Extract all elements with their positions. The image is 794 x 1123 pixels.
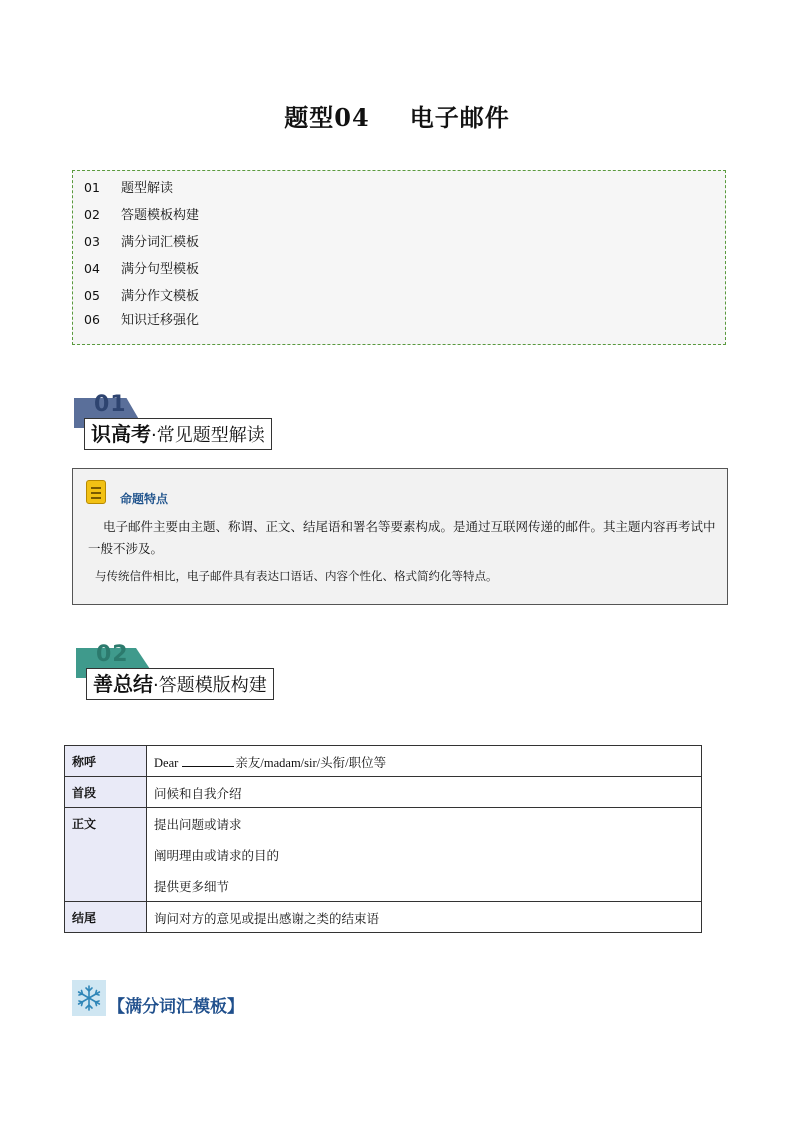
section-label: [86, 668, 274, 700]
toc-item[interactable]: [84, 310, 199, 330]
toc-label: 满分作文模板: [121, 289, 200, 304]
toc-item[interactable]: [84, 232, 199, 252]
table-row: [65, 777, 702, 808]
title-part1: 题型04: [284, 103, 370, 132]
section-label-rest: ·答题模版构建: [153, 675, 267, 696]
vocab-title: 【满分词汇模板】: [108, 997, 244, 1017]
section-number: 01: [94, 392, 127, 417]
body-item: 阐明理由或请求的目的: [154, 849, 280, 863]
toc-num: 01: [84, 180, 100, 195]
template-table: [64, 745, 702, 933]
section-label: [84, 418, 272, 450]
toc-label: 题型解读: [121, 181, 174, 196]
row-value: 问候和自我介绍: [147, 777, 702, 808]
info-paragraph: 与传统信件相比，电子邮件具有表达口语话、内容个性化、格式简约化等特点。: [95, 569, 498, 583]
snowflake-icon: [72, 980, 106, 1016]
toc-num: 02: [84, 207, 100, 222]
toc-item[interactable]: [84, 178, 173, 198]
toc-num: 05: [84, 288, 100, 303]
row-value: 询问对方的意见或提出感谢之类的结束语: [147, 902, 702, 933]
body-item: 提供更多细节: [154, 880, 230, 894]
toc-num: 04: [84, 261, 100, 276]
toc-label: 满分词汇模板: [121, 235, 200, 250]
toc-label: 知识迁移强化: [121, 313, 200, 328]
row-value: [147, 808, 702, 902]
section-label-strong: 识高考: [91, 422, 151, 446]
row-key: 称呼: [65, 746, 147, 777]
fill-blank: [182, 754, 234, 767]
notepad-icon: [86, 480, 106, 504]
table-row: [65, 746, 702, 777]
row-value: Dear 亲友/madam/sir/头衔/职位等: [147, 746, 702, 777]
info-box: [72, 468, 728, 605]
table-row: [65, 808, 702, 902]
body-item: 提出问题或请求: [154, 818, 242, 832]
page-title: [0, 98, 794, 133]
section-label-strong: 善总结: [93, 672, 153, 696]
row-key: 正文: [65, 808, 147, 902]
table-row: [65, 902, 702, 933]
table-of-contents: [72, 170, 726, 345]
toc-num: 06: [84, 312, 100, 327]
section-number: 02: [96, 642, 129, 667]
info-heading: 命题特点: [120, 492, 169, 506]
toc-num: 03: [84, 234, 100, 249]
title-part2: 电子邮件: [409, 103, 510, 132]
toc-label: 答题模板构建: [121, 208, 200, 223]
toc-item[interactable]: [84, 259, 199, 279]
row-key: 首段: [65, 777, 147, 808]
info-paragraph: 电子邮件主要由主题、称谓、正文、结尾语和署名等要素构成。是通过互联网传递的邮件。其主题内容再考试中一般不涉及。: [88, 519, 716, 556]
toc-item[interactable]: [84, 286, 199, 306]
row-key: 结尾: [65, 902, 147, 933]
toc-item[interactable]: [84, 205, 199, 225]
toc-label: 满分句型模板: [121, 262, 200, 277]
section-label-rest: ·常见题型解读: [151, 425, 265, 446]
